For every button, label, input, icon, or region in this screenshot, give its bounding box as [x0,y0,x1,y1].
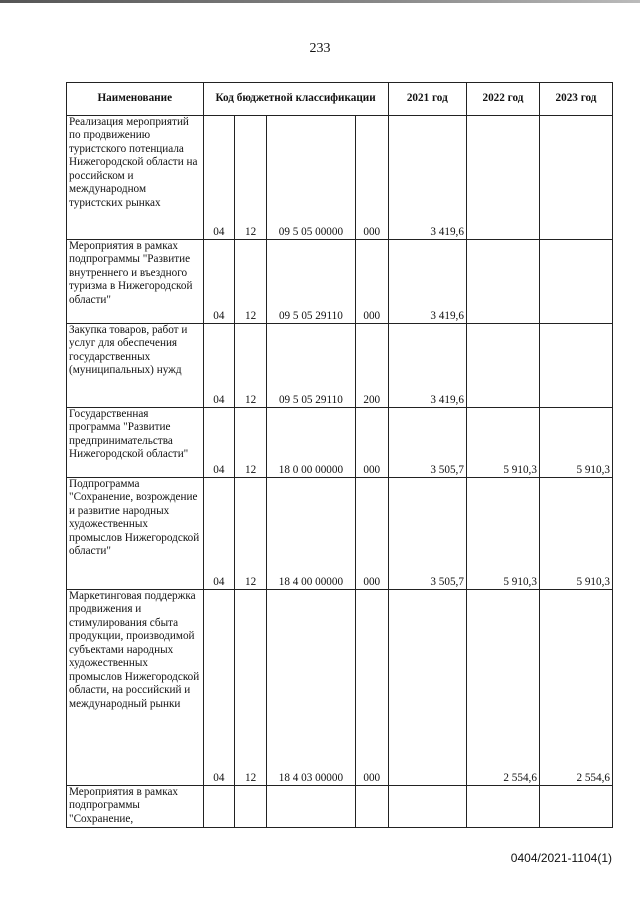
row-expense-type: 200 [355,324,388,408]
row-value-2021: 3 419,6 [388,116,466,240]
row-name: Реализация мероприятий по продвижению туристского потенциала Нижегородской области на российском и международном туристских рынках [67,116,204,240]
row-target-article [266,786,355,828]
header-name: Наименование [67,83,204,116]
row-value-2021: 3 505,7 [388,408,466,478]
row-value-2023 [539,240,612,324]
table-row [67,478,613,590]
row-target-article: 09 5 05 29110 [266,324,355,408]
table-row [67,324,613,408]
row-target-article: 18 4 03 00000 [266,590,355,786]
document-code: 0404/2021-1104(1) [510,851,612,865]
row-expense-type: 000 [355,408,388,478]
row-target-article: 09 5 05 00000 [266,116,355,240]
row-subsection: 12 [235,408,267,478]
row-expense-type [355,786,388,828]
table-row [67,116,613,240]
row-value-2022 [466,116,539,240]
row-value-2023: 5 910,3 [539,408,612,478]
table-row [67,590,613,786]
row-name: Государственная программа "Развитие предпринимательства Нижегородской области" [67,408,204,478]
row-section: 04 [203,478,235,590]
row-subsection: 12 [235,324,267,408]
row-target-article: 09 5 05 29110 [266,240,355,324]
row-name: Маркетинговая поддержка продвижения и стимулирования сбыта продукции, производимой субъектами народных художественных промыслов Нижегородской области, на российский и международный рынки [67,590,204,786]
row-value-2021: 3 505,7 [388,478,466,590]
table-row [67,408,613,478]
row-section: 04 [203,116,235,240]
row-section: 04 [203,408,235,478]
row-name: Мероприятия в рамках подпрограммы "Сохранение, [67,786,204,828]
row-section [203,786,235,828]
row-value-2023 [539,116,612,240]
row-value-2022: 5 910,3 [466,408,539,478]
row-value-2021: 3 419,6 [388,240,466,324]
row-value-2023: 2 554,6 [539,590,612,786]
row-name: Подпрограмма "Сохранение, возрождение и развитие народных художественных промыслов Нижегородской области" [67,478,204,590]
row-value-2022 [466,324,539,408]
row-value-2021 [388,786,466,828]
table-header-row [67,83,613,116]
budget-table [66,82,613,828]
row-target-article: 18 4 00 00000 [266,478,355,590]
row-value-2021 [388,590,466,786]
row-expense-type: 000 [355,116,388,240]
row-value-2023 [539,786,612,828]
header-code: Код бюджетной классификации [203,83,388,116]
scan-top-edge [0,0,640,3]
row-expense-type: 000 [355,240,388,324]
page-number: 233 [309,41,331,56]
row-subsection: 12 [235,116,267,240]
row-subsection [235,786,267,828]
row-section: 04 [203,240,235,324]
row-target-article: 18 0 00 00000 [266,408,355,478]
row-section: 04 [203,590,235,786]
row-subsection: 12 [235,590,267,786]
row-value-2022: 5 910,3 [466,478,539,590]
row-name: Мероприятия в рамках подпрограммы "Развитие внутреннего и въездного туризма в Нижегородской области" [67,240,204,324]
header-2022: 2022 год [466,83,539,116]
row-subsection: 12 [235,478,267,590]
row-expense-type: 000 [355,478,388,590]
header-2023: 2023 год [539,83,612,116]
row-value-2021: 3 419,6 [388,324,466,408]
row-value-2023: 5 910,3 [539,478,612,590]
row-value-2022 [466,786,539,828]
row-subsection: 12 [235,240,267,324]
row-value-2022 [466,240,539,324]
row-value-2022: 2 554,6 [466,590,539,786]
row-expense-type: 000 [355,590,388,786]
row-name: Закупка товаров, работ и услуг для обеспечения государственных (муниципальных) нужд [67,324,204,408]
row-value-2023 [539,324,612,408]
table-row [67,240,613,324]
table-row [67,786,613,828]
header-2021: 2021 год [388,83,466,116]
row-section: 04 [203,324,235,408]
